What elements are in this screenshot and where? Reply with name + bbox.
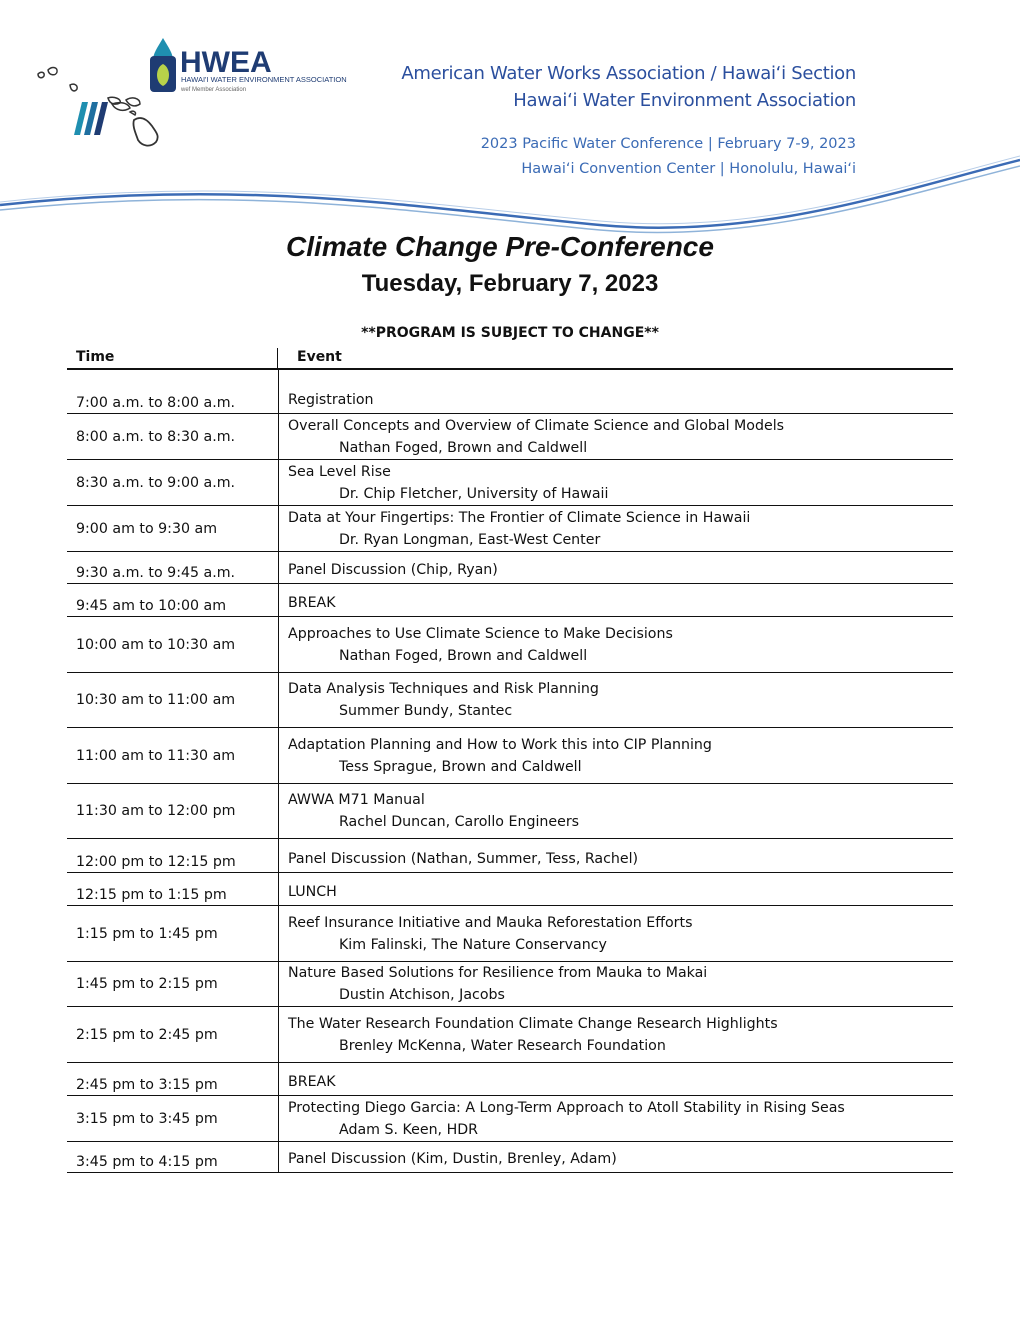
event-title: Nature Based Solutions for Resilience from Mauka to Makai: [288, 965, 708, 981]
table-row: [67, 962, 953, 1007]
org-line-awwa: American Water Works Association / Hawai‘i Section: [401, 63, 856, 84]
event-speaker: Dustin Atchison, Jacobs: [339, 987, 505, 1003]
table-row: [67, 370, 953, 414]
time-cell: 9:45 am to 10:00 am: [76, 598, 227, 614]
time-cell: 7:00 a.m. to 8:00 a.m.: [76, 395, 236, 411]
event-speaker: Adam S. Keen, HDR: [339, 1121, 479, 1138]
time-cell: 10:30 am to 11:00 am: [76, 692, 236, 708]
conference-dates: 2023 Pacific Water Conference | February 7-9, 2023: [480, 136, 856, 152]
event-speaker: Tess Sprague, Brown and Caldwell: [339, 758, 582, 775]
header-logos: [30, 30, 370, 170]
table-body: [67, 370, 953, 1173]
event-cell: [278, 906, 953, 961]
table-row: [67, 1142, 953, 1173]
time-cell: 1:45 pm to 2:15 pm: [76, 976, 218, 992]
header-wave-divider: [0, 150, 1020, 240]
time-cell: 9:30 a.m. to 9:45 a.m.: [76, 565, 236, 581]
event-cell: [278, 617, 953, 672]
time-cell: 9:00 am to 9:30 am: [76, 520, 218, 537]
event-speaker: Dr. Chip Fletcher, University of Hawaii: [339, 485, 609, 502]
event-cell: [278, 673, 953, 727]
table-row: [67, 673, 953, 728]
event-speaker: Brenley McKenna, Water Research Foundation: [339, 1037, 666, 1054]
table-row: [67, 1096, 953, 1142]
event-title: The Water Research Foundation Climate Change Research Highlights: [288, 1015, 778, 1032]
event-cell: [278, 873, 953, 905]
event-title: Adaptation Planning and How to Work this into CIP Planning: [288, 736, 712, 753]
schedule-table: [67, 348, 953, 1173]
event-cell: [278, 414, 953, 459]
event-title: Reef Insurance Initiative and Mauka Reforestation Efforts: [288, 914, 693, 931]
table-row: [67, 414, 953, 460]
event-title: Panel Discussion (Nathan, Summer, Tess, Rachel): [288, 851, 639, 867]
event-title: Registration: [288, 392, 374, 408]
time-cell: 2:15 pm to 2:45 pm: [76, 1026, 218, 1043]
time-column-header: Time: [76, 349, 115, 365]
org-line-hwea: Hawai‘i Water Environment Association: [513, 90, 856, 111]
program-notice: **PROGRAM IS SUBJECT TO CHANGE**: [361, 325, 659, 341]
event-cell: [278, 1007, 953, 1062]
event-cell: [278, 506, 953, 551]
event-title: Panel Discussion (Chip, Ryan): [288, 562, 498, 578]
table-row: [67, 1007, 953, 1063]
event-speaker: Nathan Foged, Brown and Caldwell: [339, 647, 588, 664]
event-title: BREAK: [288, 595, 336, 611]
event-title: Data at Your Fingertips: The Frontier of Climate Science in Hawaii: [288, 509, 751, 526]
event-speaker: Dr. Ryan Longman, East-West Center: [339, 531, 601, 548]
table-row: [67, 506, 953, 552]
table-row: [67, 873, 953, 906]
event-title: BREAK: [288, 1074, 336, 1090]
table-row: [67, 728, 953, 784]
event-cell: [278, 784, 953, 838]
page-title: Climate Change Pre-Conference: [286, 231, 714, 262]
event-speaker: Summer Bundy, Stantec: [339, 703, 513, 719]
column-divider: [277, 348, 278, 368]
table-row: [67, 784, 953, 839]
time-cell: 1:15 pm to 1:45 pm: [76, 925, 218, 942]
table-row: [67, 584, 953, 617]
event-title: Approaches to Use Climate Science to Make Decisions: [288, 625, 673, 642]
hwea-wordmark: HWEA: [180, 46, 272, 79]
event-speaker: Rachel Duncan, Carollo Engineers: [339, 814, 580, 830]
event-column-header: Event: [297, 349, 342, 365]
event-title: AWWA M71 Manual: [288, 792, 425, 808]
event-cell: [278, 962, 953, 1006]
wef-tagline: wef Member Association: [181, 87, 247, 93]
event-title: Panel Discussion (Kim, Dustin, Brenley, Adam): [288, 1151, 617, 1167]
page-subtitle: Tuesday, February 7, 2023: [361, 270, 659, 297]
hawaii-islands-logo: [30, 30, 370, 170]
table-row: [67, 617, 953, 673]
time-cell: 2:45 pm to 3:15 pm: [76, 1077, 218, 1093]
event-cell: [278, 460, 953, 505]
event-cell: [278, 1096, 953, 1141]
time-cell: 3:45 pm to 4:15 pm: [76, 1154, 218, 1170]
time-cell: 12:00 pm to 12:15 pm: [76, 854, 236, 870]
event-title: Data Analysis Techniques and Risk Planning: [288, 681, 599, 697]
time-cell: 12:15 pm to 1:15 pm: [76, 887, 227, 903]
time-cell: 10:00 am to 10:30 am: [76, 636, 236, 653]
time-cell: 8:00 a.m. to 8:30 a.m.: [76, 428, 236, 445]
event-cell: [278, 728, 953, 783]
event-cell: [278, 370, 953, 413]
time-cell: 11:30 am to 12:00 pm: [76, 803, 236, 819]
event-cell: [278, 552, 953, 583]
table-row: [67, 1063, 953, 1096]
time-cell: 11:00 am to 11:30 am: [76, 747, 236, 764]
table-row: [67, 552, 953, 584]
event-title: Sea Level Rise: [288, 463, 391, 480]
event-cell: [278, 1063, 953, 1095]
event-speaker: Kim Falinski, The Nature Conservancy: [339, 936, 607, 953]
table-row: [67, 460, 953, 506]
event-title: Overall Concepts and Overview of Climate Science and Global Models: [288, 417, 785, 434]
time-cell: 8:30 a.m. to 9:00 a.m.: [76, 474, 236, 491]
time-cell: 3:15 pm to 3:45 pm: [76, 1110, 218, 1127]
table-header: [67, 348, 953, 370]
event-title: Protecting Diego Garcia: A Long-Term Approach to Atoll Stability in Rising Seas: [288, 1099, 845, 1116]
hwea-subtitle: HAWAI'I WATER ENVIRONMENT ASSOCIATION: [181, 75, 347, 84]
event-cell: [278, 839, 953, 872]
event-title: LUNCH: [288, 884, 337, 900]
event-cell: [278, 584, 953, 616]
conference-venue: Hawai‘i Convention Center | Honolulu, Hawai‘i: [521, 161, 856, 177]
event-cell: [278, 1142, 953, 1172]
table-row: [67, 906, 953, 962]
event-speaker: Nathan Foged, Brown and Caldwell: [339, 439, 588, 456]
organization-names: [401, 60, 856, 114]
table-row: [67, 839, 953, 873]
